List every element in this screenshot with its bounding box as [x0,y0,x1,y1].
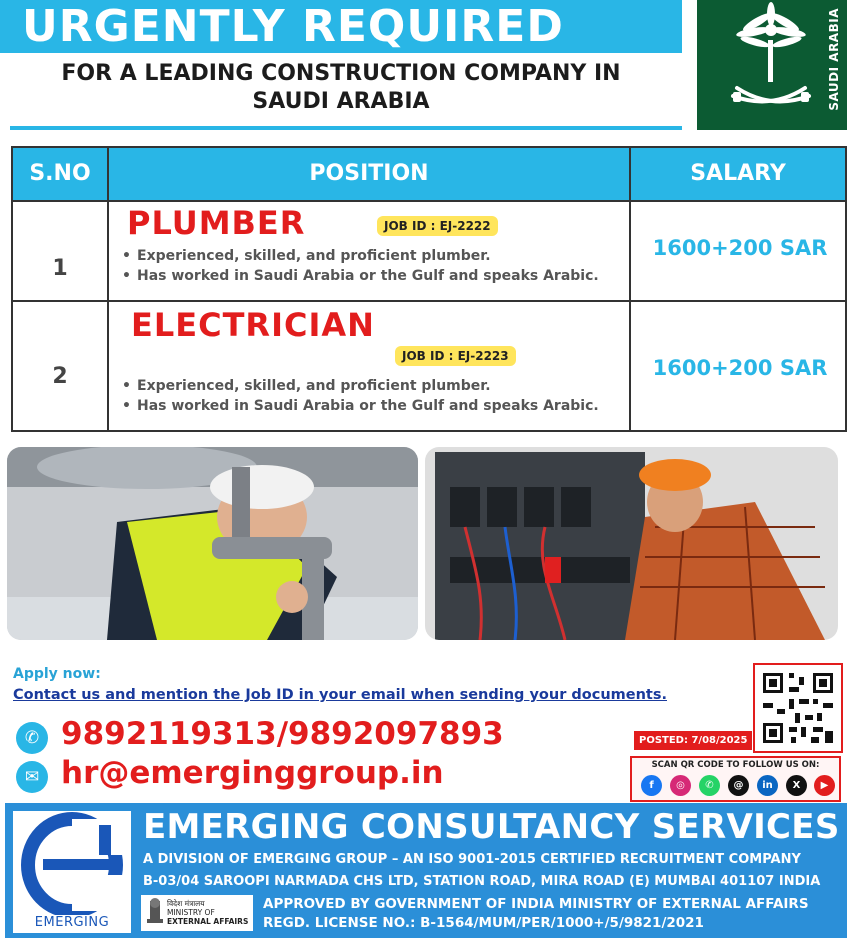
facebook-icon[interactable]: f [641,775,662,796]
threads-icon[interactable]: @ [728,775,749,796]
header-salary: SALARY [631,148,845,200]
subheadline [0,60,682,116]
row-divider [13,200,845,202]
mea-line-2: EXTERNAL AFFAIRS [167,917,249,926]
mea-hindi: विदेश मंत्रालय [167,899,205,908]
palm-swords-emblem-icon [697,0,847,130]
job-id-badge: JOB ID : EJ-2223 [395,346,516,366]
position-title: PLUMBER [127,204,306,242]
company-description: A DIVISION OF EMERGING GROUP – AN ISO 9001-2015 CERTIFIED RECRUITMENT COMPANY [143,852,801,867]
email-address[interactable]: hr@emerginggroup.in [61,755,444,791]
license-number: REGD. LICENSE NO.: B-1564/MUM/PER/1000+/5/9821/2021 [263,915,704,931]
logo-caption: EMERGING [34,915,110,930]
company-logo [13,811,131,933]
subhead-line-1: FOR A LEADING CONSTRUCTION COMPANY IN [61,61,621,86]
qr-code[interactable] [753,663,843,753]
requirements-list [121,376,599,416]
apply-instruction-link[interactable]: Contact us and mention the Job ID in your email when sending your documents. [13,687,667,703]
list-item: • Experienced, skilled, and proficient plumber. [121,246,599,266]
saudi-flag [697,0,847,130]
headline: URGENTLY REQUIRED [0,0,682,53]
footer [5,803,847,938]
mail-icon: ✉ [16,761,48,793]
plumber-photo [7,447,418,640]
x-icon[interactable]: X [786,775,807,796]
requirements-list [121,246,599,286]
row-sno: 2 [52,364,68,389]
salary-value: 1600+200 SAR [652,356,828,380]
flag-label: SAUDI ARABIA [827,8,841,111]
scan-label: SCAN QR CODE TO FOLLOW US ON: [651,760,820,770]
divider [10,126,682,130]
phone-icon: ✆ [16,722,48,754]
whatsapp-icon[interactable]: ✆ [699,775,720,796]
list-item: • Experienced, skilled, and proficient plumber. [121,376,599,396]
mea-line-1: MINISTRY OF [167,908,215,917]
emblem-icon [144,897,166,929]
apply-label: Apply now: [13,666,101,682]
column-divider [629,148,631,430]
subhead-line-2: SAUDI ARABIA [252,89,430,114]
linkedin-icon[interactable]: in [757,775,778,796]
header-sno: S.NO [13,148,107,200]
list-item: • Has worked in Saudi Arabia or the Gulf and speaks Arabic. [121,396,599,416]
posted-date: POSTED: 7/08/2025 [634,731,752,750]
youtube-icon[interactable]: ▶ [814,775,835,796]
job-id-badge: JOB ID : EJ-2222 [377,216,498,236]
approval-text: APPROVED BY GOVERNMENT OF INDIA MINISTRY OF EXTERNAL AFFAIRS [263,896,809,912]
position-title: ELECTRICIAN [131,306,375,344]
electrician-photo [425,447,838,640]
row-divider [13,300,845,302]
mea-logo [141,895,253,931]
jobs-table [11,146,847,432]
mea-text [167,899,248,926]
phone-number[interactable]: 9892119313/9892097893 [61,716,504,752]
instagram-icon[interactable]: ◎ [670,775,691,796]
company-address: B-03/04 SAROOPI NARMADA CHS LTD, STATION ROAD, MIRA ROAD (E) MUMBAI 401107 INDIA [143,874,821,889]
emerging-e-logo-icon [13,811,131,915]
header-position: POSITION [109,148,629,200]
list-item: • Has worked in Saudi Arabia or the Gulf and speaks Arabic. [121,266,599,286]
row-sno: 1 [52,256,68,281]
salary-value: 1600+200 SAR [652,236,828,260]
company-name: EMERGING CONSULTANCY SERVICES [143,807,840,847]
social-links [630,756,841,802]
column-divider [107,148,109,430]
